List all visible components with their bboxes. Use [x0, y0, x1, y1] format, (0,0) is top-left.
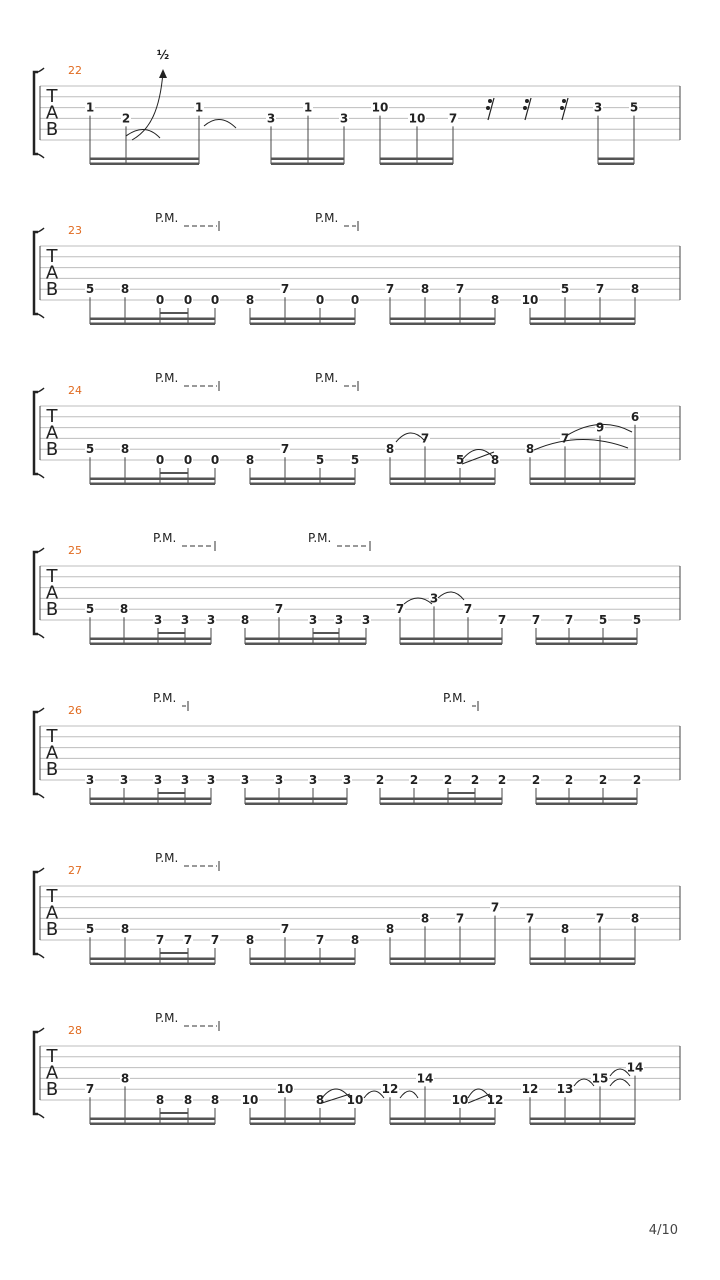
- beam: [400, 643, 502, 646]
- fret-number: 7: [497, 613, 507, 627]
- fret-number: 1: [303, 100, 313, 115]
- palm-mute-label: P.M.: [443, 691, 467, 705]
- beam: [90, 1118, 215, 1121]
- fret-number: 7: [463, 602, 473, 617]
- fret-number: 2: [497, 773, 507, 787]
- beam: [530, 478, 635, 481]
- fret-number: 8: [385, 922, 395, 937]
- fret-number: 7: [280, 282, 290, 297]
- sixteenth-beam: [448, 792, 475, 794]
- fret-number: 2: [121, 111, 131, 126]
- beam: [530, 323, 635, 326]
- fret-number: 3: [206, 773, 216, 787]
- fret-number: 2: [375, 773, 385, 787]
- fret-number: 2: [443, 773, 453, 787]
- slur: [534, 439, 628, 450]
- beam: [245, 638, 366, 641]
- fret-number: 7: [85, 1082, 95, 1097]
- fret-number: 8: [420, 282, 430, 297]
- fret-number: 2: [409, 773, 419, 787]
- fret-number: 0: [155, 453, 165, 467]
- fret-number: 8: [630, 282, 640, 297]
- fret-number: 10: [521, 293, 539, 307]
- system-bracket-hook: [38, 228, 44, 318]
- beam: [245, 803, 347, 806]
- beam: [90, 803, 211, 806]
- slur: [126, 129, 160, 138]
- beam: [598, 163, 634, 166]
- fret-number: 1: [194, 100, 204, 115]
- fret-number: 7: [595, 911, 605, 926]
- fret-number: 8: [210, 1093, 220, 1107]
- tab-clef-letter: A: [45, 582, 59, 604]
- fret-number: 5: [85, 922, 95, 937]
- beam: [250, 323, 355, 326]
- system-bracket-hook: [38, 68, 44, 158]
- measure-number: 25: [68, 544, 82, 557]
- fret-number: 7: [395, 602, 405, 617]
- beam: [90, 1123, 215, 1126]
- beam: [90, 318, 215, 321]
- fret-number: 3: [308, 613, 318, 627]
- fret-number: 7: [455, 911, 465, 926]
- measure-number: 26: [68, 704, 82, 717]
- beam: [90, 798, 211, 801]
- slur: [400, 1091, 418, 1098]
- tab-clef-letter: T: [46, 726, 58, 747]
- beam: [90, 643, 211, 646]
- fret-number: 7: [274, 602, 284, 617]
- fret-number: 10: [451, 1093, 469, 1107]
- fret-number: 8: [315, 1093, 325, 1107]
- beam: [90, 163, 199, 166]
- fret-number: 7: [455, 282, 465, 297]
- fret-number: 3: [593, 100, 603, 115]
- beam: [90, 483, 215, 486]
- fret-number: 7: [385, 282, 395, 297]
- tab-clef-letter: T: [46, 886, 58, 907]
- beam: [536, 798, 637, 801]
- fret-number: 3: [361, 613, 371, 627]
- fret-number: 0: [155, 293, 165, 307]
- fret-number: 9: [595, 420, 605, 435]
- fret-number: 7: [525, 911, 535, 926]
- fret-number: 8: [490, 293, 500, 307]
- fret-number: 5: [455, 453, 465, 467]
- measure-number: 24: [68, 384, 82, 397]
- beam: [245, 643, 366, 646]
- fret-number: 5: [629, 100, 639, 115]
- rest-dot: [488, 99, 492, 103]
- rest-dot: [562, 99, 566, 103]
- beam: [250, 478, 355, 481]
- tab-clef-letter: T: [46, 246, 58, 267]
- beam: [530, 483, 635, 486]
- fret-number: 7: [210, 933, 220, 947]
- fret-number: 0: [210, 453, 220, 467]
- fret-number: 0: [183, 453, 193, 467]
- sixteenth-beam: [160, 472, 188, 474]
- fret-number: 8: [525, 442, 535, 457]
- fret-number: 10: [276, 1082, 294, 1097]
- measure-number: 28: [68, 1024, 82, 1037]
- fret-number: 3: [153, 613, 163, 627]
- rest-dot: [525, 99, 529, 103]
- fret-number: 3: [153, 773, 163, 787]
- beam: [250, 963, 355, 966]
- fret-number: 14: [416, 1071, 434, 1086]
- fret-number: 7: [531, 613, 541, 627]
- fret-number: 2: [598, 773, 608, 787]
- system-bracket: [34, 232, 38, 314]
- palm-mute-label: P.M.: [155, 211, 179, 225]
- beam: [530, 318, 635, 321]
- sixteenth-beam: [313, 632, 339, 634]
- beam: [390, 1123, 495, 1126]
- system-bracket: [34, 1032, 38, 1114]
- beam: [380, 798, 502, 801]
- fret-number: 5: [85, 282, 95, 297]
- fret-number: 10: [241, 1093, 259, 1107]
- system-bracket: [34, 712, 38, 794]
- fret-number: 2: [564, 773, 574, 787]
- system-bracket: [34, 72, 38, 154]
- palm-mute-label: P.M.: [155, 1011, 179, 1025]
- system-bracket-hook: [38, 868, 44, 958]
- system-bracket-hook: [38, 548, 44, 638]
- beam: [90, 158, 199, 161]
- beam: [380, 803, 502, 806]
- fret-number: 7: [420, 431, 430, 446]
- slur: [396, 433, 424, 442]
- fret-number: 7: [280, 442, 290, 457]
- fret-number: 2: [632, 773, 642, 787]
- fret-number: 5: [315, 453, 325, 467]
- tab-clef-letter: A: [45, 102, 59, 124]
- tab-clef-letter: B: [45, 439, 59, 460]
- slur: [610, 1079, 630, 1086]
- fret-number: 0: [210, 293, 220, 307]
- beam: [390, 478, 495, 481]
- tab-clef-letter: B: [45, 599, 59, 620]
- beam: [250, 958, 355, 961]
- beam: [390, 958, 495, 961]
- fret-number: 7: [183, 933, 193, 947]
- bend-amount-label: ½: [156, 48, 170, 62]
- system-bracket-hook: [38, 388, 44, 478]
- system-bracket: [34, 392, 38, 474]
- tab-clef-letter: T: [46, 566, 58, 587]
- tab-clef-letter: B: [45, 759, 59, 780]
- beam: [250, 318, 355, 321]
- beam: [90, 638, 211, 641]
- fret-number: 8: [120, 282, 130, 297]
- palm-mute-label: P.M.: [155, 851, 179, 865]
- tab-clef-letter: A: [45, 422, 59, 444]
- fret-number: 3: [274, 773, 284, 787]
- beam: [90, 958, 215, 961]
- fret-number: 8: [560, 922, 570, 937]
- beam: [90, 323, 215, 326]
- palm-mute-label: P.M.: [153, 531, 177, 545]
- beam: [530, 958, 635, 961]
- fret-number: 2: [470, 773, 480, 787]
- fret-number: 8: [490, 453, 500, 467]
- fret-number: 10: [408, 111, 426, 126]
- fret-number: 8: [155, 1093, 165, 1107]
- palm-mute-label: P.M.: [308, 531, 332, 545]
- palm-mute-label: P.M.: [315, 211, 339, 225]
- rest-dot: [523, 106, 527, 110]
- fret-number: 3: [85, 773, 95, 787]
- fret-number: 3: [342, 773, 352, 787]
- fret-number: 3: [429, 591, 439, 606]
- sixteenth-beam: [158, 632, 185, 634]
- beam: [390, 483, 495, 486]
- tab-clef-letter: T: [46, 406, 58, 427]
- sixteenth-beam: [158, 792, 185, 794]
- tab-clef-letter: B: [45, 279, 59, 300]
- page-number: 4/10: [648, 1223, 678, 1238]
- tab-clef-letter: A: [45, 902, 59, 924]
- fret-number: 8: [245, 293, 255, 307]
- fret-number: 12: [381, 1082, 399, 1097]
- beam: [400, 638, 502, 641]
- beam: [380, 158, 453, 161]
- fret-number: 7: [564, 613, 574, 627]
- tab-clef-letter: B: [45, 919, 59, 940]
- fret-number: 8: [120, 922, 130, 937]
- tab-clef-letter: B: [45, 119, 59, 140]
- beam: [390, 318, 495, 321]
- fret-number: 3: [180, 773, 190, 787]
- beam: [390, 1118, 495, 1121]
- fret-number: 3: [339, 111, 349, 126]
- fret-number: 7: [595, 282, 605, 297]
- fret-number: 8: [120, 1071, 130, 1086]
- fret-number: 3: [334, 613, 344, 627]
- measure-number: 23: [68, 224, 82, 237]
- fret-number: 8: [350, 933, 360, 947]
- sixteenth-beam: [160, 312, 188, 314]
- fret-number: 1: [85, 100, 95, 115]
- fret-number: 10: [346, 1093, 364, 1107]
- fret-number: 13: [556, 1082, 574, 1097]
- beam: [271, 158, 344, 161]
- system-bracket-hook: [38, 1028, 44, 1118]
- tab-clef-letter: A: [45, 1062, 59, 1084]
- fret-number: 7: [490, 900, 500, 915]
- beam: [271, 163, 344, 166]
- tab-clef-letter: A: [45, 742, 59, 764]
- fret-number: 10: [371, 100, 389, 115]
- fret-number: 7: [448, 111, 458, 126]
- measure-number: 27: [68, 864, 82, 877]
- rest-dot: [560, 106, 564, 110]
- fret-number: 12: [521, 1082, 539, 1097]
- beam: [536, 803, 637, 806]
- slur: [462, 452, 494, 464]
- beam: [250, 1123, 355, 1126]
- beam: [530, 1123, 635, 1126]
- fret-number: 2: [531, 773, 541, 787]
- fret-number: 8: [240, 613, 250, 627]
- fret-number: 0: [350, 293, 360, 307]
- fret-number: 12: [486, 1093, 504, 1107]
- system-bracket: [34, 552, 38, 634]
- beam: [90, 963, 215, 966]
- beam: [90, 478, 215, 481]
- fret-number: 7: [315, 933, 325, 947]
- fret-number: 3: [119, 773, 129, 787]
- fret-number: 8: [245, 453, 255, 467]
- tab-clef-letter: A: [45, 262, 59, 284]
- fret-number: 14: [626, 1060, 644, 1075]
- palm-mute-label: P.M.: [315, 371, 339, 385]
- tab-clef-letter: T: [46, 1046, 58, 1067]
- beam: [536, 638, 637, 641]
- beam: [390, 323, 495, 326]
- beam: [530, 1118, 635, 1121]
- beam: [536, 643, 637, 646]
- palm-mute-label: P.M.: [155, 371, 179, 385]
- fret-number: 0: [315, 293, 325, 307]
- beam: [390, 963, 495, 966]
- fret-number: 8: [120, 442, 130, 457]
- beam: [245, 798, 347, 801]
- slur: [204, 119, 236, 128]
- system-bracket-hook: [38, 708, 44, 798]
- fret-number: 3: [240, 773, 250, 787]
- beam: [250, 1118, 355, 1121]
- fret-number: 8: [245, 933, 255, 947]
- tab-clef-letter: T: [46, 86, 58, 107]
- fret-number: 5: [560, 282, 570, 297]
- beam: [380, 163, 453, 166]
- system-bracket: [34, 872, 38, 954]
- beam: [598, 158, 634, 161]
- sixteenth-beam: [160, 1112, 188, 1114]
- fret-number: 8: [119, 602, 129, 617]
- fret-number: 5: [85, 442, 95, 457]
- fret-number: 8: [630, 911, 640, 926]
- fret-number: 3: [180, 613, 190, 627]
- fret-number: 8: [420, 911, 430, 926]
- fret-number: 8: [385, 442, 395, 457]
- fret-number: 5: [350, 453, 360, 467]
- fret-number: 7: [155, 933, 165, 947]
- sixteenth-beam: [160, 952, 188, 954]
- beam: [250, 483, 355, 486]
- fret-number: 3: [206, 613, 216, 627]
- bend-arrowhead: [159, 69, 167, 78]
- fret-number: 3: [308, 773, 318, 787]
- fret-number: 7: [280, 922, 290, 937]
- fret-number: 8: [183, 1093, 193, 1107]
- fret-number: 6: [630, 409, 640, 424]
- tab-clef-letter: B: [45, 1079, 59, 1100]
- palm-mute-label: P.M.: [153, 691, 177, 705]
- measure-number: 22: [68, 64, 82, 77]
- rest-dot: [486, 106, 490, 110]
- fret-number: 5: [632, 613, 642, 627]
- fret-number: 5: [598, 613, 608, 627]
- fret-number: 5: [85, 602, 95, 617]
- fret-number: 15: [591, 1071, 609, 1086]
- beam: [530, 963, 635, 966]
- fret-number: 7: [560, 431, 570, 446]
- fret-number: 0: [183, 293, 193, 307]
- fret-number: 3: [266, 111, 276, 126]
